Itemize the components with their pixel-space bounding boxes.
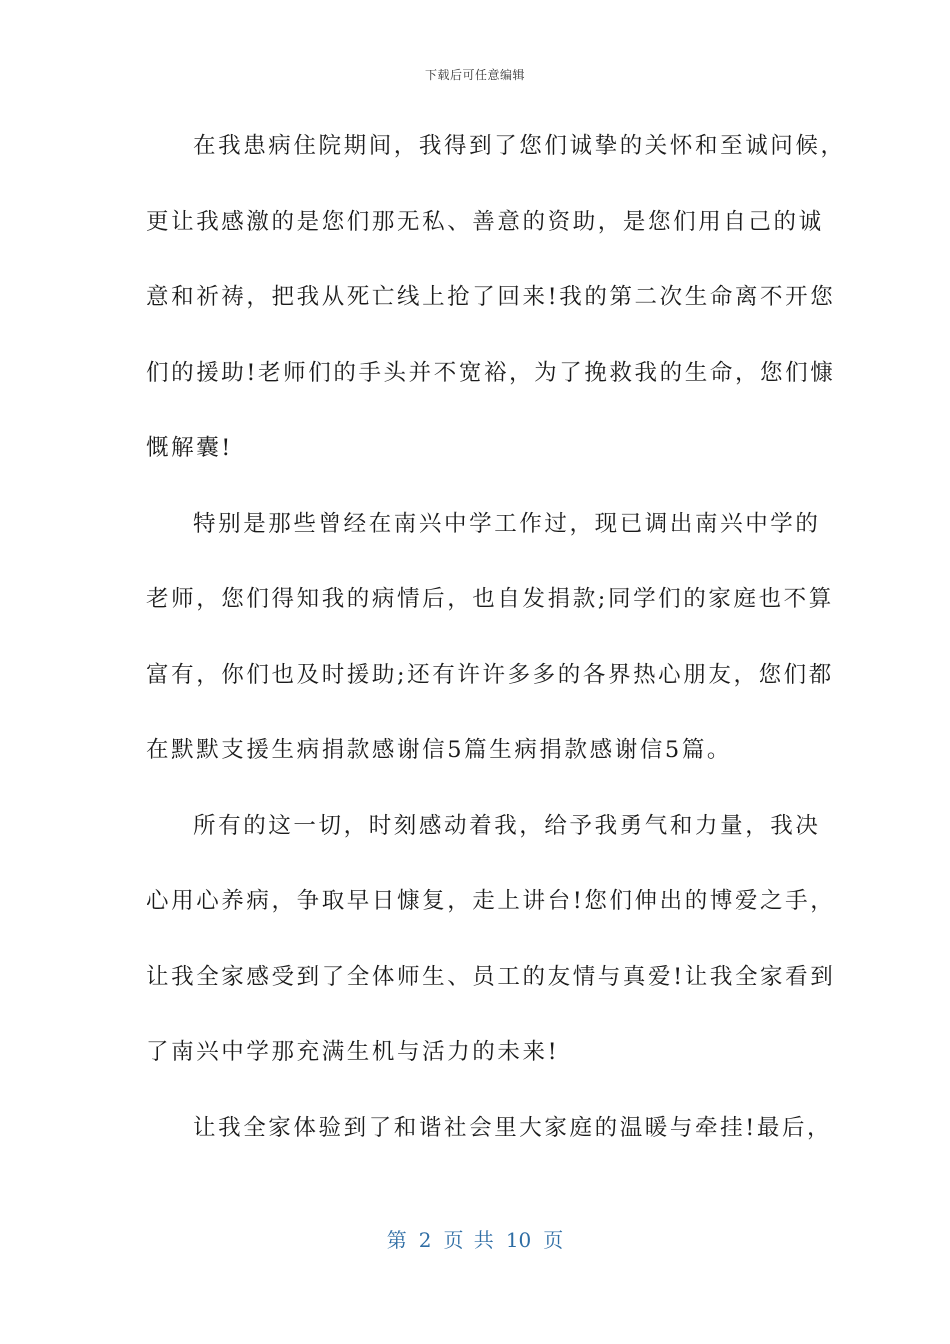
text-line: 更让我感激的是您们那无私、善意的资助，是您们用自己的诚 (146, 208, 824, 235)
text-line: 老师，您们得知我的病情后，也自发捐款;同学们的家庭也不算 (146, 586, 834, 612)
text-line: 在默默支援生病捐款感谢信5篇生病捐款感谢信5篇。 (146, 737, 733, 763)
text-line: 让我全家体验到了和谐社会里大家庭的温暖与牵挂!最后， (193, 1114, 833, 1141)
text-line: 富有，你们也及时援助;还有许许多多的各界热心朋友，您们都 (146, 661, 834, 688)
text-line: 心用心养病，争取早日慷复，走上讲台!您们伸出的博爱之手， (146, 888, 836, 914)
footer-middle: 页 共 (443, 1228, 494, 1252)
text-line: 在我患病住院期间，我得到了您们诚挚的关怀和至诚问候， (193, 133, 846, 159)
footer-suffix: 页 (543, 1228, 564, 1252)
current-page-number: 2 (418, 1228, 432, 1252)
text-line: 所有的这一切，时刻感动着我，给予我勇气和力量，我决 (193, 812, 821, 839)
page-number-footer (0, 1224, 950, 1253)
text-line: 让我全家感受到了全体师生、员工的友情与真爱!让我全家看到 (146, 963, 836, 990)
text-line: 意和祈祷，把我从死亡线上抢了回来!我的第二次生命离不开您 (146, 284, 836, 310)
total-page-count: 10 (505, 1228, 532, 1252)
document-body (146, 122, 846, 1179)
text-line: 慨解囊! (146, 435, 233, 461)
page-header-note: 下载后可任意编辑 (424, 68, 525, 82)
text-line: 特别是那些曾经在南兴中学工作过，现已调出南兴中学的 (193, 510, 821, 537)
text-line: 了南兴中学那充满生机与活力的未来! (146, 1039, 560, 1065)
footer-prefix: 第 (386, 1228, 407, 1252)
text-line: 们的援助!老师们的手头并不宽裕，为了挽救我的生命，您们慷 (146, 359, 836, 386)
